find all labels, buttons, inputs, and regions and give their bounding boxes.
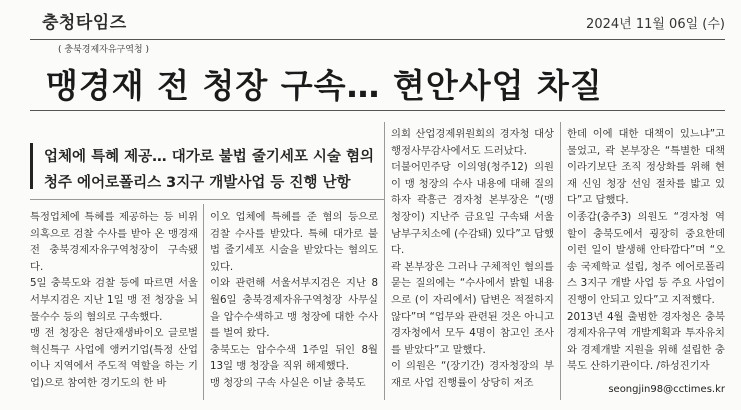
paragraph: 의회 산업경제위원회의 경자청 대상 행정사무감사에서도 드러났다. <box>391 128 554 157</box>
deck-line-1: 업체에 특혜 제공… 대가로 불법 줄기세포 시술 혐의 <box>44 149 374 165</box>
paragraph: 특정업체에 특혜를 제공하는 등 비위 의혹으로 검찰 수사를 받아 온 맹경재 전 충북경제자유구역청장이 구속됐다. <box>30 211 198 273</box>
article-headline: 맹경재 전 청장 구속… 현안사업 차질 <box>46 66 603 105</box>
paragraph: 이 의원은 “(장기간) 경자청장의 부재로 사업 진행률이 상당히 저조 <box>391 360 554 389</box>
paragraph: 이종갑(충주3) 의원도 “경자청 역할이 충북도에서 굉장히 중요한데 이런 일이 발생해 안타깝다”며 “오송 국제학교 설립, 청주 에어로폴리스 3지구 개발 사업 등 주요 사업이 진행이 안되고 있다”고 지적했다. <box>567 210 725 306</box>
newspaper-masthead: 충청타임즈 <box>42 13 127 33</box>
headline-rule <box>30 110 725 111</box>
deck-bar <box>30 143 33 189</box>
paragraph: 맹 전 청장은 첨단재생바이오 글로벌 혁신특구 사업에 앵커기업(특정 산업이나 지역에서 주도적 역할을 하는 기업)으로 참여한 경기도의 한 바 <box>30 327 198 389</box>
deck-divider <box>30 199 384 200</box>
paragraph: 이와 관련해 서울서부지검은 지난 8월6일 충북경제자유구역청장 사무실을 압수수색하고 맹 청장에 대한 수사를 벌여 왔다. <box>210 277 378 340</box>
paragraph: 곽 본부장은 그러나 구체적인 혐의를 묻는 질의에는 “수사에서 밝힐 내용으로 (이 자리에서) 답변은 적절하지 않다”며 “업무와 관련된 것은 아니고 경자청에서 모두 4명이 참고인 조사를 받았다”고 말했다. <box>391 260 555 356</box>
section-subtitle: ( 충북경제자유구역청 ) <box>58 45 149 55</box>
publication-date: 2024년 11월 06일 (수) <box>586 17 725 32</box>
column-divider <box>203 204 204 400</box>
paragraph: 한데 이에 대한 대책이 있느냐”고 물었고, 곽 본부장은 “특별한 대책이라기보단 조직 정상화를 위해 현재 신임 청장 선임 절차를 밟고 있다”고 답했다. <box>567 128 725 207</box>
paragraph: 충북도는 압수수색 1주일 뒤인 8월 13일 맹 청장을 직위 해제했다. <box>210 343 378 373</box>
article-column-1 <box>30 209 198 392</box>
article-column-2 <box>210 209 378 392</box>
article-column-4 <box>567 126 725 375</box>
paragraph: 더불어민주당 이의영(청주12) 의원이 맹 청장의 수사 내용에 대해 질의하자 곽흥근 경자청 본부장은 “(맹 청장이) 지난주 금요일 구속돼 서울 남부구치소에 (수감돼) 있다”고 답했다. <box>391 161 554 257</box>
column-divider <box>560 122 561 400</box>
paragraph: 2013년 4월 출범한 경자청은 충북경제자유구역 개발계획과 투자유치와 경제개발 지원을 위해 설립한 충북도 산하기관이다. /하성진기자 <box>567 310 725 373</box>
deck-line-2: 청주 에어로폴리스 3지구 개발사업 등 진행 난항 <box>44 175 351 191</box>
reporter-email: seongjin98@cctimes.kr <box>608 384 725 395</box>
paragraph: 이오 업체에 특혜를 준 혐의 등으로 검찰 수사를 받았다. 특혜 대가로 불법 줄기세포 시술을 받았다는 혐의도 있다. <box>210 211 378 273</box>
paragraph: 맹 청장의 구속 사실은 이날 충북도 <box>210 376 366 389</box>
column-divider <box>384 122 385 400</box>
top-rule <box>30 39 725 40</box>
paragraph: 5일 충북도와 검찰 등에 따르면 서울서부지검은 지난 1일 맹 전 청장을 뇌물수수 등의 혐의로 구속했다. <box>30 277 198 323</box>
article-column-3 <box>391 126 554 392</box>
